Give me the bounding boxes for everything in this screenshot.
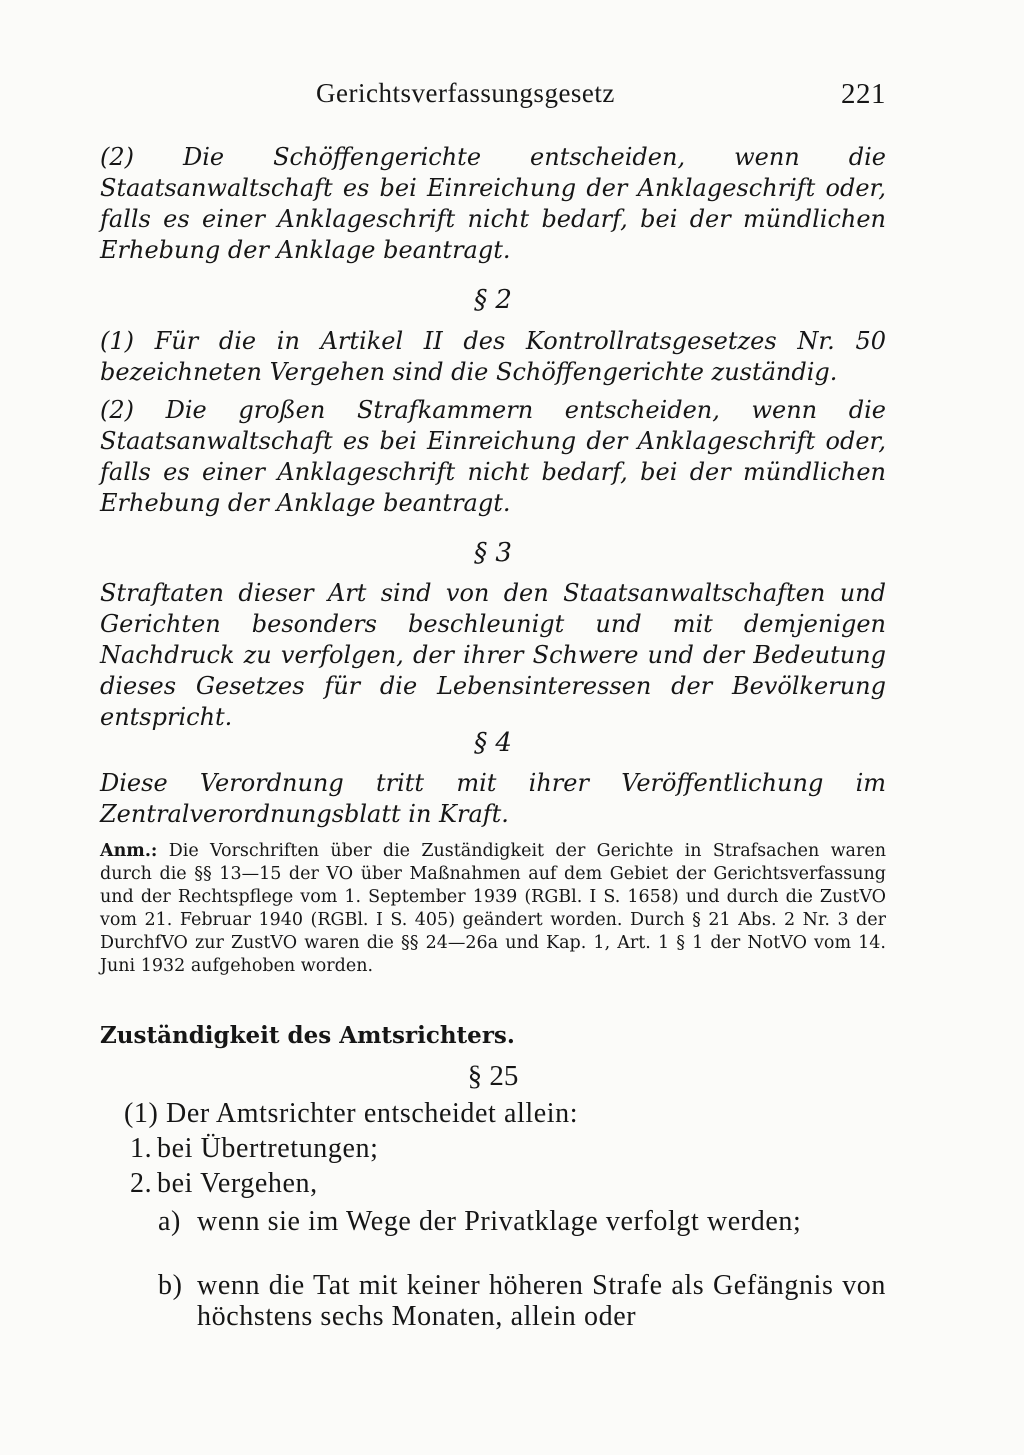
annotation-note: [100, 840, 886, 978]
section-25-intro: (1) Der Amtsrichter entscheidet allein:: [124, 1098, 579, 1129]
section-2-absatz-2: (2) Die großen Strafkammern entscheiden, wenn die Staatsanwaltschaft es bei Einreichung der Anklageschrift oder, falls es einer Anklageschrift nicht bedarf, bei der mündlichen Erhebung der Anklage beantragt.: [100, 396, 886, 517]
sub-item-b-label: b): [158, 1270, 183, 1301]
running-header: [100, 78, 886, 114]
list-item-1-number: 1.: [130, 1133, 153, 1164]
paragraph-1-absatz-2: (2) Die Schöffengerichte entscheiden, wenn die Staatsanwaltschaft es bei Einreichung der Anklageschrift oder, falls es einer Anklageschrift nicht bedarf, bei der mündlichen Erhebung der Anklage beantragt.: [100, 143, 886, 264]
sub-item-a-label: a): [158, 1206, 181, 1237]
page-number: 221: [841, 78, 886, 110]
sub-item-a: wenn sie im Wege der Privatklage verfolgt werden;: [197, 1206, 802, 1237]
annotation-label: Anm.:: [100, 841, 158, 861]
sub-item-b: wenn die Tat mit keiner höheren Strafe als Gefängnis von höchstens sechs Monaten, allein oder: [197, 1270, 886, 1332]
section-3-text: Straftaten dieser Art sind von den Staatsanwaltschaften und Gerichten besonders beschleunigt und mit demjenigen Nachdruck zu verfolgen, der ihrer Schwere und der Bedeutung dieses Gesetzes für die Lebensinteressen der Bevölkerung entspricht.: [100, 579, 886, 731]
header-title: Gerichtsverfassungsgesetz: [316, 78, 615, 108]
list-item-2-number: 2.: [130, 1168, 153, 1199]
section-25-heading: § 25: [467, 1060, 519, 1092]
section-4-heading: § 4: [474, 728, 512, 758]
annotation-text: Die Vorschriften über die Zuständigkeit der Gerichte in Strafsachen waren durch die §§ 13—15 der VO über Maßnahmen auf dem Gebiet der Gerichtsverfassung und der Rechtspflege vom 1. September 1939 (RGBl. I S. 1658) und durch die ZustVO vom 21. Februar 1940 (RGBl. I S. 405) geändert worden. Durch § 21 Abs. 2 Nr. 3 der DurchfVO zur ZustVO waren die §§ 24—26a und Kap. 1, Art. 1 § 1 der NotVO vom 14. Juni 1932 aufgehoben worden.: [100, 841, 886, 976]
list-item-1: bei Übertretungen;: [157, 1133, 379, 1164]
section-2-heading: § 2: [474, 285, 512, 315]
list-item-2: bei Vergehen,: [157, 1168, 318, 1199]
chapter-heading: Zuständigkeit des Amtsrichters.: [100, 1022, 515, 1049]
section-3-heading: § 3: [474, 538, 512, 568]
section-4-text: Diese Verordnung tritt mit ihrer Veröffentlichung im Zentralverordnungsblatt in Kraft.: [100, 769, 886, 828]
section-2-absatz-1: (1) Für die in Artikel II des Kontrollratsgesetzes Nr. 50 bezeichneten Vergehen sind die Schöffengerichte zuständig.: [100, 327, 886, 386]
